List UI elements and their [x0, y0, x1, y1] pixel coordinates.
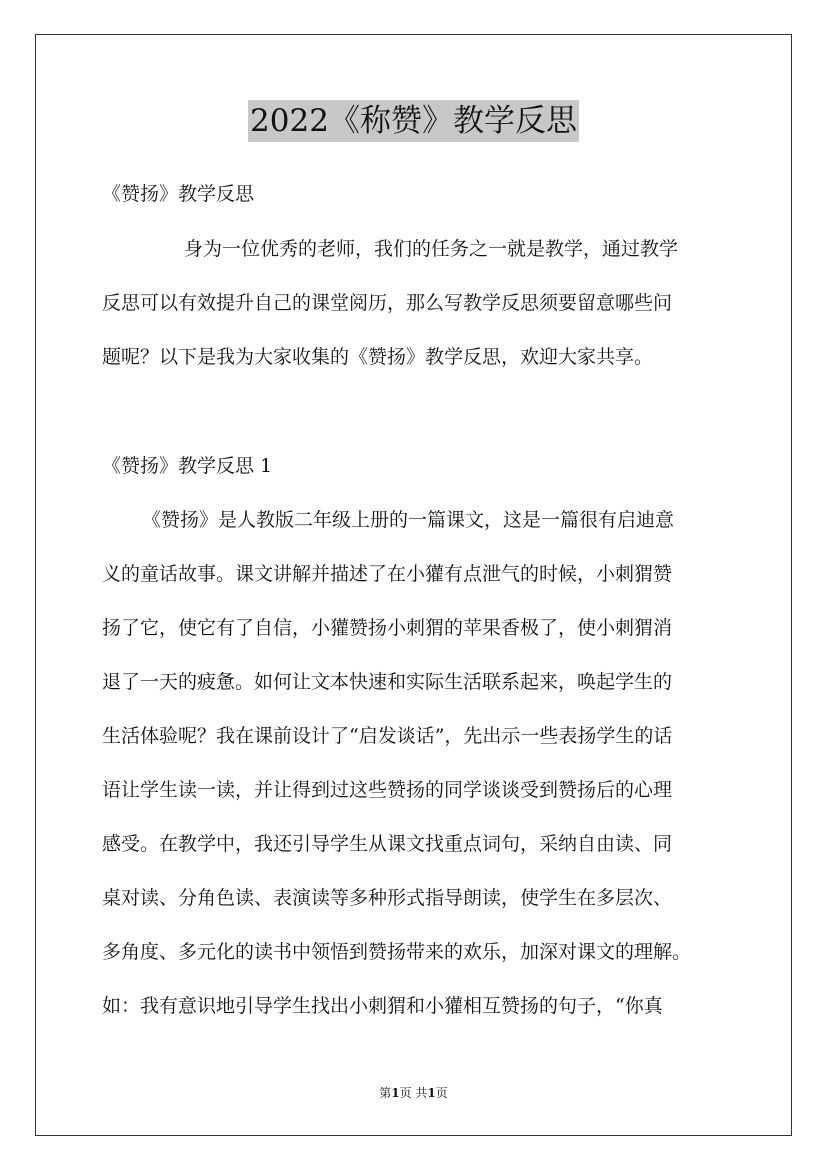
footer-suffix: 页 [435, 1086, 448, 1100]
body-line-10: 如：我有意识地引导学生找出小刺猬和小獾相互赞扬的句子，“你真 [102, 995, 663, 1017]
body-line-4: 退了一天的疲惫。如何让文本快速和实际生活联系起来，唤起学生的 [102, 671, 673, 693]
subtitle: 《赞扬》教学反思 [102, 183, 255, 205]
body-line-8: 桌对读、分角色读、表演读等多种形式指导朗读，使学生在多层次、 [102, 887, 673, 909]
intro-line-2: 反思可以有效提升自己的课堂阅历，那么写教学反思须要留意哪些问 [102, 292, 673, 314]
footer-total-pages: 1 [427, 1086, 436, 1100]
intro-line-1: 身为一位优秀的老师，我们的任务之一就是教学，通过教学 [184, 238, 679, 260]
body-line-2: 义的童话故事。课文讲解并描述了在小獾有点泄气的时候，小刺猬赞 [102, 563, 673, 585]
footer-mid: 页 共 [399, 1086, 428, 1100]
document-title-wrap [0, 100, 827, 142]
intro-line-3: 题呢？以下是我为大家收集的《赞扬》教学反思，欢迎大家共享。 [102, 346, 654, 368]
footer-page-number: 1 [391, 1086, 400, 1100]
section-heading: 《赞扬》教学反思 1 [102, 455, 273, 477]
document-title: 2022《称赞》教学反思 [248, 100, 579, 142]
body-line-6: 语让学生读一读，并让得到过这些赞扬的同学谈谈受到赞扬后的心理 [102, 779, 673, 801]
body-line-7: 感受。在教学中，我还引导学生从课文找重点词句，采纳自由读、同 [102, 833, 673, 855]
body-line-3: 扬了它，使它有了自信，小獾赞扬小刺猬的苹果香极了，使小刺猬消 [102, 617, 673, 639]
footer-prefix: 第 [379, 1086, 392, 1100]
body-line-1: 《赞扬》是人教版二年级上册的一篇课文，这是一篇很有启迪意 [142, 509, 675, 531]
body-line-9: 多角度、多元化的读书中领悟到赞扬带来的欢乐，加深对课文的理解。 [102, 941, 692, 963]
body-line-5: 生活体验呢？我在课前设计了“启发谈话”，先出示一些表扬学生的话 [102, 725, 673, 747]
page-footer [0, 1084, 827, 1101]
